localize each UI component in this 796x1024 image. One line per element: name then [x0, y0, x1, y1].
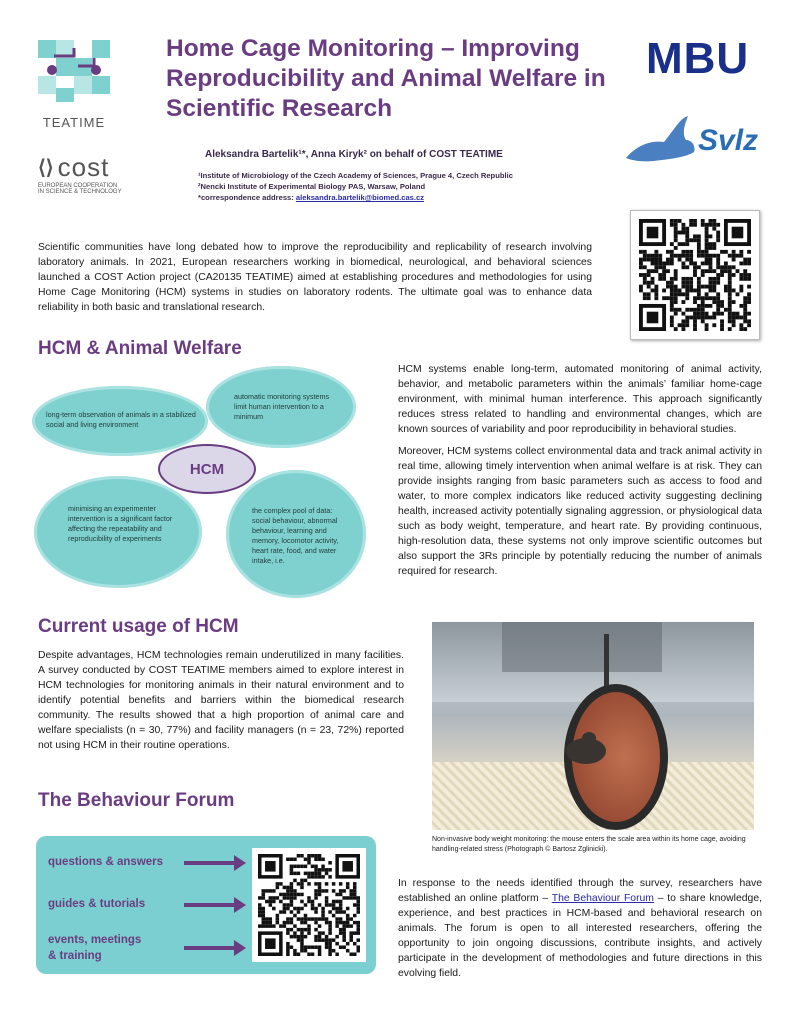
forum-paragraph: In response to the needs identified through the survey, researchers have established an online platform – The Behaviour Forum – to share knowledge, experience, and best practices in HCM-based and behavioral research on animals. The forum is open to all interested researchers, offering the opportunity to join ongoing discussions, contribute insights, and actively participate in the development of methodologies and future directions in this evolving field. — [398, 878, 762, 979]
welfare-text — [398, 362, 762, 579]
affiliation-2: ²Nencki Institute of Experimental Biology PAS, Warsaw, Poland — [198, 182, 426, 191]
mbu-logo: MBU — [646, 34, 750, 83]
teatime-logo — [34, 36, 114, 128]
affiliation-3: *correspondence address: aleksandra.bartelik@biomed.cas.cz — [198, 193, 425, 202]
welfare-diagram — [30, 364, 370, 600]
cloud-observation-text: long-term observation of animals in a stabilized social and living environment — [46, 410, 196, 429]
photo-caption: Non-invasive body weight monitoring: the mouse enters the scale area within its home cage, avoiding handling-related stress (Photograph © Bartosz Zglinicki). — [432, 836, 746, 853]
arrow-right-icon — [184, 861, 236, 865]
cost-logo-main: cost — [57, 152, 110, 182]
cost-logo — [38, 152, 148, 195]
forum-item-guides: guides & tutorials — [48, 898, 146, 910]
authors: Aleksandra Bartelik¹*, Anna Kiryk² on behalf of COST TEATIME — [205, 149, 503, 160]
arrow-right-icon — [184, 946, 236, 950]
hcm-center — [158, 444, 256, 494]
welfare-paragraph-1: HCM systems enable long-term, automated monitoring of animal activity, behavior, and metabolic parameters within the animals’ familiar home-cage environment, with minimal human interference. This approach significantly reduces stress related to handling and environmental changes, which are known sources of variability and poor reproducibility in behavioral studies. — [398, 364, 762, 435]
welfare-paragraph-2: Moreover, HCM systems collect environmental data and track animal activity in real time, allowing timely intervention when animal welfare is at risk. They can provide insights ranging from basic parameters such as access to food and water, to more complex indicators like reduced activity suggesting declining health, increased activity potentially signaling aggression, or physiological data such as body weight, temperature, and heart rate. By providing continuous, high-resolution data, these systems not only improve scientific outcomes but also support the 3Rs principle by potentially reducing the number of animals required for research. — [398, 446, 762, 577]
svlz-logo — [622, 110, 772, 170]
usage-heading: Current usage of HCM — [38, 616, 239, 637]
cloud-automatic-text: automatic monitoring systems limit human intervention to a minimum — [234, 392, 330, 421]
intro-paragraph: Scientific communities have long debated how to improve the reproducibility and replicability of research involving laboratory animals. In 2021, European researchers working in biomedical, neurological, and behavioral sciences launched a COST Action project (CA20135 TEATIME) aimed at establishing procedures and methodologies for using Home Cage Monitoring (HCM) systems in studies on laboratory rodents. The ultimate goal was to enhance data reliability in both basic and translational research. — [38, 242, 592, 313]
svlz-logo-text: Svlz — [698, 124, 759, 157]
welfare-heading: HCM & Animal Welfare — [38, 338, 242, 359]
affiliation-1: ¹Institute of Microbiology of the Czech Academy of Sciences, Prague 4, Czech Republic — [198, 171, 513, 180]
cloud-datapool-text: the complex pool of data: social behaviour, abnormal behaviour, learning and memory, locomotor activity, heart rate, food, and water intake, i.e. — [252, 506, 339, 565]
affiliations — [198, 170, 513, 203]
rabbit-icon — [622, 110, 702, 164]
forum-item-events: events, meetings & training — [48, 934, 142, 962]
usage-paragraph: Despite advantages, HCM technologies remain underutilized in many facilities. A survey conducted by COST TEATIME members aimed to explore interest in HCM technologies for monitoring animals in their natural environment and to identify potential benefits and barriers within the biomedical research community. The results showed that a high proportion of animal care and welfare specialists (n = 30, 77%) and facility managers (n = 23, 72%) reported not using HCM in their routine operations. — [38, 650, 404, 751]
email-link[interactable]: aleksandra.bartelik@biomed.cas.cz — [295, 193, 425, 202]
forum-heading: The Behaviour Forum — [38, 790, 235, 811]
cost-logo-sub1: EUROPEAN COOPERATION — [38, 183, 118, 189]
forum-box — [36, 836, 376, 974]
mouse-photo — [432, 622, 754, 830]
cost-logo-sub2: IN SCIENCE & TECHNOLOGY — [38, 189, 122, 195]
hcm-center-label: HCM — [189, 460, 225, 478]
arrow-right-icon — [184, 903, 236, 907]
qr-code-forum[interactable] — [252, 848, 366, 962]
behaviour-forum-link[interactable]: The Behaviour Forum — [551, 893, 654, 904]
teatime-logo-text: TEATIME — [42, 115, 106, 130]
cost-arrows-icon: ⟨⟩ — [38, 157, 54, 179]
cloud-minimising-text: minimising an experimenter intervention is a significant factor affecting the repeatability and reproducibility of experiments — [68, 504, 173, 543]
qr-code-top[interactable] — [630, 210, 760, 340]
poster-title: Home Cage Monitoring – Improving Reproducibility and Animal Welfare in Scientific Research — [166, 35, 606, 122]
forum-item-qa: questions & answers — [48, 856, 164, 868]
teatime-logo-mark — [34, 36, 114, 106]
